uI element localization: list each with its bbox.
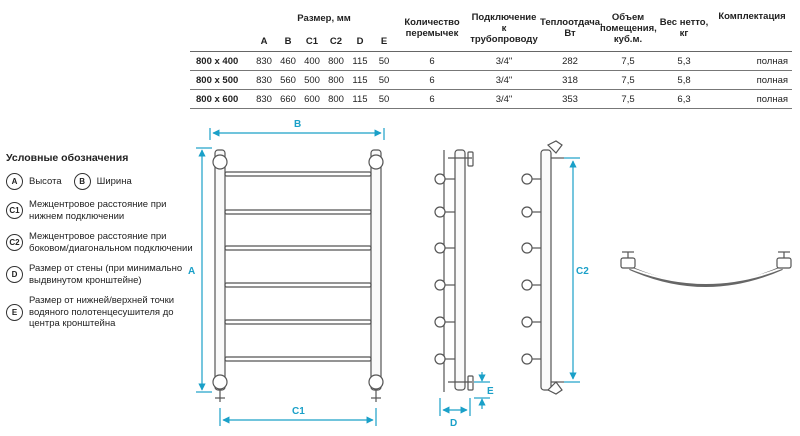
crossbars-cell: 6 — [396, 71, 468, 90]
weight-header: Вес нетто, кг — [656, 5, 712, 52]
connection-cell: 3/4" — [468, 52, 540, 71]
legend-badge-c2: C2 — [6, 234, 23, 251]
kit-cell: полная — [712, 71, 792, 90]
weight-cell: 5,8 — [656, 71, 712, 90]
col-a-header: A — [252, 31, 276, 52]
crossbars-header: Количество перемычек — [396, 5, 468, 52]
weight-cell: 6,3 — [656, 90, 712, 109]
kit-header: Комплектация — [712, 5, 792, 52]
model-cell: 800 x 400 — [190, 52, 252, 71]
legend-text-d: Размер от стены (при минимально выдвинутом кронштейне) — [29, 263, 183, 286]
col-c2-header: C2 — [324, 31, 348, 52]
a-cell: 830 — [252, 71, 276, 90]
model-cell: 800 x 500 — [190, 71, 252, 90]
connection-cell: 3/4" — [468, 90, 540, 109]
e-cell: 50 — [372, 52, 396, 71]
kit-cell: полная — [712, 90, 792, 109]
crossbars-cell: 6 — [396, 52, 468, 71]
dimension-label-b: B — [294, 119, 302, 130]
legend-text-a: Высота — [29, 175, 62, 187]
legend-title: Условные обозначения — [6, 152, 129, 164]
c1-cell: 400 — [300, 52, 324, 71]
legend-badge-d: D — [6, 266, 23, 283]
kit-cell: полная — [712, 52, 792, 71]
dimension-label-a: A — [188, 266, 196, 277]
e-cell: 50 — [372, 71, 396, 90]
dimension-label-e: E — [487, 386, 494, 397]
c1-cell: 500 — [300, 71, 324, 90]
legend-text-c1: Межцентровое расстояние при нижнем подключении — [29, 199, 167, 222]
volume-cell: 7,5 — [600, 90, 656, 109]
top-view-drawing — [621, 252, 791, 285]
connection-cell: 3/4" — [468, 71, 540, 90]
d-cell: 115 — [348, 90, 372, 109]
rear-view-drawing — [522, 141, 564, 394]
connection-header: Подключение к трубопроводу — [468, 5, 540, 52]
b-cell: 460 — [276, 52, 300, 71]
heat-header: Теплоотдача, Вт — [540, 5, 600, 52]
model-cell: 800 x 600 — [190, 90, 252, 109]
b-cell: 660 — [276, 90, 300, 109]
legend-badge-b: B — [74, 173, 91, 190]
c2-cell: 800 — [324, 90, 348, 109]
heat-cell: 353 — [540, 90, 600, 109]
col-c1-header: C1 — [300, 31, 324, 52]
dimension-label-c2: C2 — [576, 266, 589, 277]
dimension-label-c1: C1 — [292, 406, 305, 417]
legend-text-b: Ширина — [96, 175, 132, 187]
a-cell: 830 — [252, 90, 276, 109]
a-cell: 830 — [252, 52, 276, 71]
size-group-header: Размер, мм — [297, 12, 351, 24]
volume-cell: 7,5 — [600, 71, 656, 90]
col-d-header: D — [348, 31, 372, 52]
volume-cell: 7,5 — [600, 52, 656, 71]
legend-badge-c1: C1 — [6, 202, 23, 219]
side-view-drawing — [435, 150, 473, 392]
col-b-header: B — [276, 31, 300, 52]
legend-text-c2: Межцентровое расстояние при боковом/диагональном подключении — [29, 231, 193, 254]
e-cell: 50 — [372, 90, 396, 109]
heat-cell: 282 — [540, 52, 600, 71]
legend-badge-e: E — [6, 304, 23, 321]
legend-text-e: Размер от нижней/верхней точки водяного полотенцесушителя до центра кронштейна — [29, 295, 175, 329]
c2-cell: 800 — [324, 71, 348, 90]
dimension-label-d: D — [450, 418, 458, 429]
c1-cell: 600 — [300, 90, 324, 109]
col-e-header: E — [372, 31, 396, 52]
crossbars-cell: 6 — [396, 90, 468, 109]
d-cell: 115 — [348, 71, 372, 90]
legend-badge-a: A — [6, 173, 23, 190]
volume-header: Объем помещения, куб.м. — [600, 5, 656, 52]
d-cell: 115 — [348, 52, 372, 71]
c2-cell: 800 — [324, 52, 348, 71]
b-cell: 560 — [276, 71, 300, 90]
weight-cell: 5,3 — [656, 52, 712, 71]
heat-cell: 318 — [540, 71, 600, 90]
front-view-drawing — [213, 150, 383, 402]
